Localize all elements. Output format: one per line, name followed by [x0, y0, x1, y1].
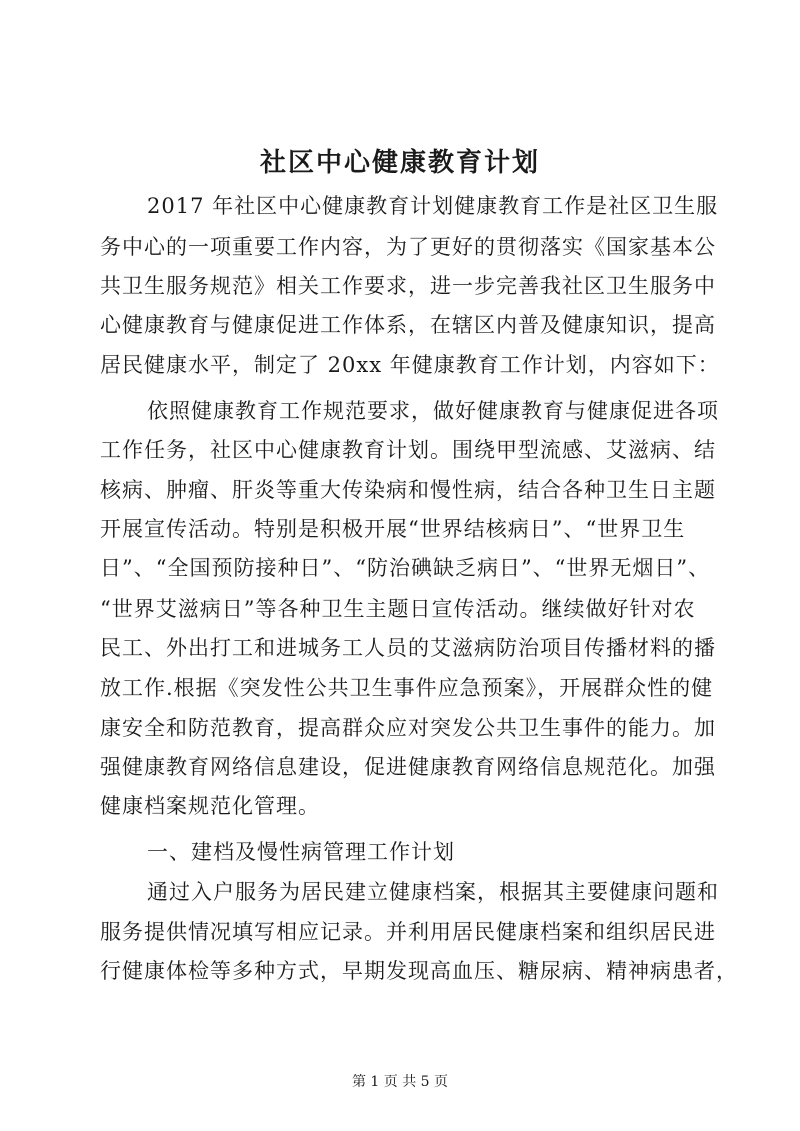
paragraph-line: 2017 年社区中心健康教育计划健康教育工作是社区卫生服 [147, 194, 719, 218]
paragraph-line: 务中心的一项重要工作内容，为了更好的贯彻落实《国家基本公 [100, 235, 716, 259]
paragraph-line: 强健康教育网络信息建设，促进健康教育网络信息规范化。加强 [100, 755, 716, 779]
paragraph-line: 康安全和防范教育，提高群众应对突发公共卫生事件的能力。加 [100, 716, 716, 740]
paragraph-line: 民工、外出打工和进城务工人员的艾滋病防治项目传播材料的播 [100, 636, 716, 660]
paragraph-line: 开展宣传活动。特别是积极开展“世界结核病日”、“世界卫生 [100, 517, 686, 541]
paragraph-line: 居民健康水平，制定了 20xx 年健康教育工作计划，内容如下： [100, 353, 720, 377]
paragraph-line: 服务提供情况填写相应记录。并利用居民健康档案和组织居民进 [100, 920, 716, 944]
paragraph-line: 健康档案规范化管理。 [100, 794, 320, 818]
paragraph-line: 工作任务，社区中心健康教育计划。围绕甲型流感、艾滋病、结 [100, 438, 716, 462]
paragraph-line: 日”、“全国预防接种日”、“防治碘缺乏病日”、“世界无烟日”、 [100, 556, 711, 580]
paragraph-line: 行健康体检等多种方式，早期发现高血压、糖尿病、精神病患者， [100, 959, 738, 983]
paragraph-line: 放工作.根据《突发性公共卫生事件应急预案》，开展群众性的健 [100, 676, 714, 700]
paragraph-line: 依照健康教育工作规范要求，做好健康教育与健康促进各项 [147, 399, 719, 423]
section-heading: 一、建档及慢性病管理工作计划 [147, 840, 455, 864]
paragraph-line: 心健康教育与健康促进工作体系，在辖区内普及健康知识，提高 [100, 313, 716, 337]
document-title: 社区中心健康教育计划 [259, 148, 540, 178]
page-footer: 第 1 页 共 5 页 [351, 1074, 449, 1090]
paragraph-line: 共卫生服务规范》相关工作要求，进一步完善我社区卫生服务中 [100, 274, 716, 298]
paragraph-line: “世界艾滋病日”等各种卫生主题日宣传活动。继续做好针对农 [100, 597, 696, 621]
paragraph-line: 核病、肿瘤、肝炎等重大传染病和慢性病，结合各种卫生日主题 [100, 478, 716, 502]
paragraph-line: 通过入户服务为居民建立健康档案，根据其主要健康问题和 [147, 880, 719, 904]
